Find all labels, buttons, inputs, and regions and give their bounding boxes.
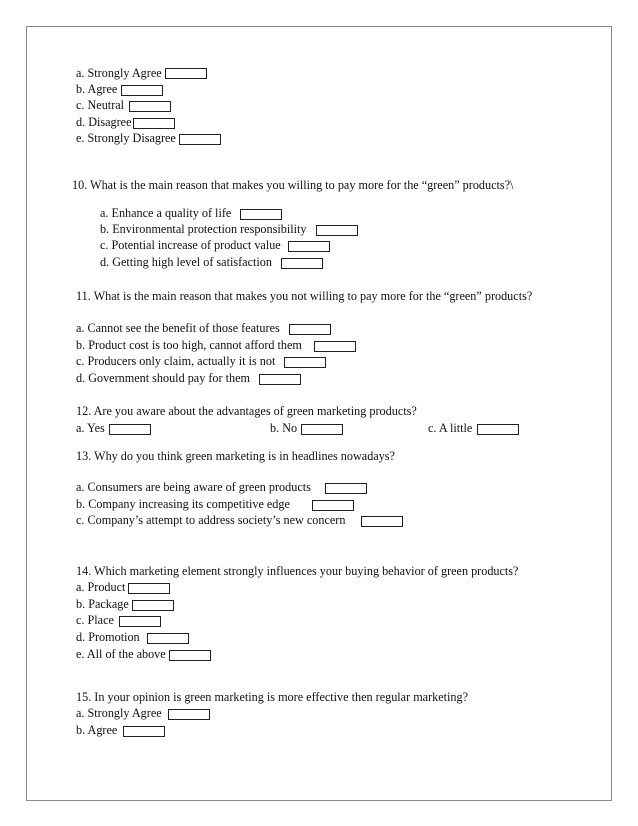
q13-option-a-checkbox[interactable] [325,483,367,494]
q11-option-a: a. Cannot see the benefit of those features [76,321,280,335]
q13-question: 13. Why do you think green marketing is in headlines nowadays? [76,449,395,463]
q10-option-d-checkbox[interactable] [281,258,323,269]
q10-option-c-checkbox[interactable] [288,241,330,252]
q13-option-c: c. Company’s attempt to address society’s new concern [76,513,346,527]
q9-option-a-checkbox[interactable] [165,68,207,79]
q11-option-d-checkbox[interactable] [259,374,301,385]
q13-option-c-checkbox[interactable] [361,516,403,527]
q14-question: 14. Which marketing element strongly influences your buying behavior of green products? [76,564,519,578]
q11-option-c-checkbox[interactable] [284,357,326,368]
q13-option-b-checkbox[interactable] [312,500,354,511]
q9-option-c: c. Neutral [76,98,125,112]
q10-option-c: c. Potential increase of product value [100,238,281,252]
q14-option-b: b. Package [76,597,129,611]
q10-option-a: a. Enhance a quality of life [100,206,232,220]
q12-option-b-checkbox[interactable] [301,424,343,435]
q9-option-c-checkbox[interactable] [129,101,171,112]
q10-question: 10. What is the main reason that makes you willing to pay more for the “green” products?\ [72,178,514,192]
q13-option-b: b. Company increasing its competitive edge [76,497,290,511]
q15-option-a-checkbox[interactable] [168,709,210,720]
q11-option-a-checkbox[interactable] [289,324,331,335]
q10-option-b: b. Environmental protection responsibility [100,222,307,236]
q15-option-b: b. Agree [76,723,118,737]
q9-option-e-checkbox[interactable] [179,134,221,145]
q11-option-b: b. Product cost is too high, cannot afford them [76,338,302,352]
q14-option-a: a. Product [76,580,126,594]
q10-option-a-checkbox[interactable] [240,209,282,220]
q15-question: 15. In your opinion is green marketing is more effective then regular marketing? [76,690,469,704]
q11-option-b-checkbox[interactable] [314,341,356,352]
q14-option-b-checkbox[interactable] [132,600,174,611]
q9-option-b-checkbox[interactable] [121,85,163,96]
q15-option-b-checkbox[interactable] [123,726,165,737]
q11-option-c: c. Producers only claim, actually it is not [76,354,276,368]
q12-option-a: a. Yes [76,421,105,435]
q9-option-a: a. Strongly Agree [76,66,162,80]
q10-option-b-checkbox[interactable] [316,225,358,236]
q14-option-d-checkbox[interactable] [147,633,189,644]
q14-option-a-checkbox[interactable] [128,583,170,594]
q14-option-d: d. Promotion [76,630,140,644]
q12-option-b: b. No [270,421,298,435]
q12-option-c-checkbox[interactable] [477,424,519,435]
q14-option-e-checkbox[interactable] [169,650,211,661]
q15-option-a: a. Strongly Agree [76,706,162,720]
q12-option-a-checkbox[interactable] [109,424,151,435]
q14-option-c-checkbox[interactable] [119,616,161,627]
q9-option-b: b. Agree [76,82,118,96]
q9-option-d-checkbox[interactable] [133,118,175,129]
q11-question: 11. What is the main reason that makes you not willing to pay more for the “green” products? [76,289,533,303]
q10-option-d: d. Getting high level of satisfaction [100,255,272,269]
q13-option-a: a. Consumers are being aware of green products [76,480,311,494]
q11-option-d: d. Government should pay for them [76,371,250,385]
q12-option-c: c. A little [428,421,473,435]
q12-question: 12. Are you aware about the advantages of green marketing products? [76,404,417,418]
q9-option-d: d. Disagree [76,115,132,129]
q9-option-e: e. Strongly Disagree [76,131,176,145]
q14-option-e: e. All of the above [76,647,166,661]
q14-option-c: c. Place [76,613,114,627]
